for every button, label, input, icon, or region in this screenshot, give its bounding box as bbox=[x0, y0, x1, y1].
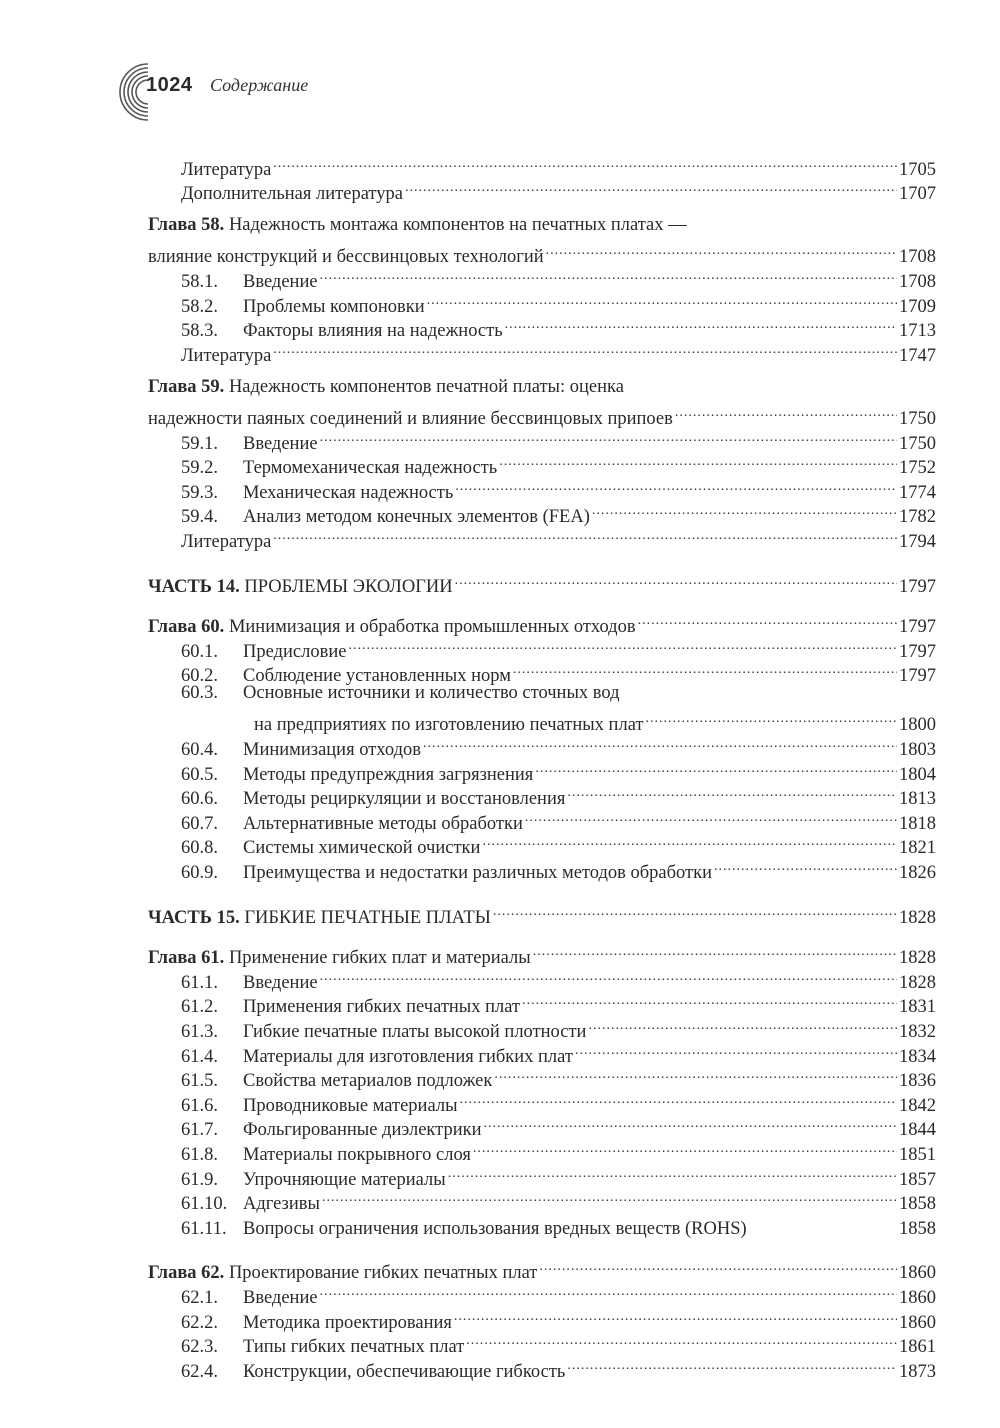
chapter-title-line1: Надежность монтажа компонентов на печатных платах — bbox=[228, 215, 687, 236]
section-title: Методы рециркуляции и восстановления bbox=[243, 789, 566, 810]
section-title: Предисловие bbox=[243, 641, 347, 662]
entry-title: Литература bbox=[181, 159, 272, 180]
section-title: Методика проектирования bbox=[243, 1312, 452, 1333]
section-title: Применения гибких печатных плат bbox=[243, 997, 521, 1018]
entry-page: 1707 bbox=[899, 184, 936, 205]
entry-page: 1803 bbox=[899, 740, 936, 761]
section-number: 60.2. bbox=[181, 666, 218, 687]
entry-page: 1826 bbox=[899, 863, 936, 884]
toc-section-multiline-cont[interactable] bbox=[148, 706, 936, 736]
section-number: 59.2. bbox=[181, 458, 218, 479]
entry-page: 1860 bbox=[899, 1312, 936, 1333]
entry-page: 1873 bbox=[899, 1361, 936, 1382]
entry-page: 1800 bbox=[899, 715, 936, 736]
entry-page: 1705 bbox=[899, 159, 936, 180]
chapter-61-heading[interactable] bbox=[148, 939, 936, 969]
part-title: ПРОБЛЕМЫ ЭКОЛОГИИ bbox=[244, 576, 453, 597]
section-number: 59.3. bbox=[181, 482, 218, 503]
section-number: 60.9. bbox=[181, 863, 218, 884]
section-title: Типы гибких печатных плат bbox=[243, 1337, 465, 1358]
entry-page: 1797 bbox=[899, 617, 936, 638]
section-title: Проблемы компоновки bbox=[243, 296, 425, 317]
chapter-label: Глава 58. bbox=[148, 215, 225, 236]
entry-page: 1831 bbox=[899, 997, 936, 1018]
section-title: Методы предупреждния загрязнения bbox=[243, 764, 534, 785]
table-of-contents bbox=[148, 150, 936, 1382]
chapter-58-heading-cont[interactable] bbox=[148, 238, 936, 268]
entry-page: 1836 bbox=[899, 1071, 936, 1092]
chapter-title: Проектирование гибких печатных плат bbox=[228, 1263, 538, 1284]
section-title: Термомеханическая надежность bbox=[243, 458, 498, 479]
entry-page: 1828 bbox=[899, 972, 936, 993]
section-title-line1: Основные источники и количество сточных вод bbox=[243, 683, 620, 704]
entry-page: 1750 bbox=[899, 433, 936, 454]
section-title: Анализ методом конечных элементов (FEA) bbox=[243, 507, 590, 528]
section-number: 62.3. bbox=[181, 1337, 218, 1358]
chapter-label: Глава 59. bbox=[148, 376, 225, 397]
section-number: 61.3. bbox=[181, 1022, 218, 1042]
entry-page: 1834 bbox=[899, 1046, 936, 1067]
chapter-62-heading[interactable] bbox=[148, 1254, 936, 1284]
part-14-heading[interactable] bbox=[148, 567, 936, 597]
section-number: 58.2. bbox=[181, 296, 218, 317]
section-number: 61.9. bbox=[181, 1169, 218, 1190]
chapter-59-heading[interactable] bbox=[148, 375, 936, 400]
section-number: 62.2. bbox=[181, 1312, 218, 1333]
entry-page: 1818 bbox=[899, 813, 936, 834]
toc-section-multiline[interactable] bbox=[148, 681, 936, 706]
section-number: 60.3. bbox=[181, 683, 218, 704]
entry-page: 1821 bbox=[899, 838, 936, 859]
section-number: 61.7. bbox=[181, 1120, 218, 1141]
entry-page: 1709 bbox=[899, 296, 936, 317]
entry-page: 1774 bbox=[899, 482, 936, 503]
entry-page: 1828 bbox=[899, 907, 936, 928]
section-number: 59.1. bbox=[181, 433, 218, 454]
section-title: Адгезивы bbox=[243, 1194, 320, 1215]
entry-page: 1860 bbox=[899, 1263, 936, 1284]
chapter-label: Глава 61. bbox=[148, 948, 225, 969]
running-head: Содержание bbox=[210, 75, 309, 95]
section-number: 62.4. bbox=[181, 1361, 218, 1382]
chapter-title: Применение гибких плат и материалы bbox=[228, 948, 531, 969]
part-15-heading[interactable] bbox=[148, 898, 936, 928]
entry-page: 1861 bbox=[899, 1337, 936, 1358]
chapter-59-heading-cont[interactable] bbox=[148, 399, 936, 429]
entry-title: Литература bbox=[181, 345, 272, 366]
section-title: Конструкции, обеспечивающие гибкость bbox=[243, 1361, 566, 1382]
section-title: Факторы влияния на надежность bbox=[243, 321, 503, 342]
section-title: Альтернативные методы обработки bbox=[243, 813, 523, 834]
page-number: 1024 bbox=[146, 74, 193, 96]
section-title: Проводниковые материалы bbox=[243, 1095, 458, 1116]
section-number: 58.3. bbox=[181, 321, 218, 342]
part-label: ЧАСТЬ 14. bbox=[148, 576, 240, 597]
chapter-title-line2: надежности паяных соединений и влияние бессвинцовых припоев bbox=[148, 408, 673, 429]
entry-page: 1851 bbox=[899, 1144, 936, 1165]
entry-page: 1747 bbox=[899, 345, 936, 366]
entry-page: 1797 bbox=[899, 666, 936, 687]
entry-page: 1797 bbox=[899, 576, 936, 597]
section-title: Введение bbox=[243, 972, 318, 993]
part-title: ГИБКИЕ ПЕЧАТНЫЕ ПЛАТЫ bbox=[244, 907, 491, 928]
entry-page: 1857 bbox=[899, 1169, 936, 1190]
entry-page: 1860 bbox=[899, 1287, 936, 1308]
section-title: Фольгированные диэлектрики bbox=[243, 1120, 482, 1141]
entry-page: 1844 bbox=[899, 1120, 936, 1141]
section-title: Упрочняющие материалы bbox=[243, 1169, 446, 1190]
section-number: 59.4. bbox=[181, 507, 218, 528]
chapter-label: Глава 60. bbox=[148, 617, 225, 638]
section-title: Минимизация отходов bbox=[243, 740, 421, 761]
section-number: 61.6. bbox=[181, 1095, 218, 1116]
section-number: 60.6. bbox=[181, 789, 218, 810]
entry-page: 1828 bbox=[899, 948, 936, 969]
section-title: Введение bbox=[243, 1287, 318, 1308]
section-number: 60.5. bbox=[181, 764, 218, 785]
entry-page: 1750 bbox=[899, 408, 936, 429]
section-number: 61.2. bbox=[181, 997, 218, 1018]
entry-page: 1713 bbox=[899, 321, 936, 342]
section-title: Введение bbox=[243, 271, 318, 292]
section-number: 61.1. bbox=[181, 972, 218, 993]
section-title: Механическая надежность bbox=[243, 482, 454, 503]
entry-page: 1797 bbox=[899, 641, 936, 662]
entry-page: 1813 bbox=[899, 789, 936, 810]
entry-title: Литература bbox=[181, 531, 272, 552]
section-title-line2: на предприятиях по изготовлению печатных плат bbox=[254, 715, 644, 736]
entry-page: 1832 bbox=[899, 1022, 936, 1042]
entry-page: 1752 bbox=[899, 458, 936, 479]
section-title: Материалы покрывного слоя bbox=[243, 1144, 471, 1165]
section-title: Вопросы ограничения использования вредных веществ (ROHS) bbox=[243, 1218, 747, 1239]
chapter-title: Минимизация и обработка промышленных отходов bbox=[228, 617, 636, 638]
toc-entry-literature[interactable] bbox=[148, 150, 936, 180]
entry-page: 1782 bbox=[899, 507, 936, 528]
entry-page: 1858 bbox=[899, 1194, 936, 1215]
section-number: 60.4. bbox=[181, 740, 218, 761]
entry-title: Дополнительная литература bbox=[181, 184, 403, 205]
section-number: 62.1. bbox=[181, 1287, 218, 1308]
section-title: Свойства метариалов подложек bbox=[243, 1071, 493, 1092]
chapter-title-line2: влияние конструкций и бессвинцовых технологий bbox=[148, 247, 544, 268]
entry-page: 1708 bbox=[899, 271, 936, 292]
section-number: 61.5. bbox=[181, 1071, 218, 1092]
section-number: 60.1. bbox=[181, 641, 218, 662]
entry-page: 1804 bbox=[899, 764, 936, 785]
section-title: Гибкие печатные платы высокой плотности bbox=[243, 1022, 587, 1042]
entry-page: 1842 bbox=[899, 1095, 936, 1116]
section-title: Введение bbox=[243, 433, 318, 454]
section-number: 61.10. bbox=[181, 1194, 228, 1215]
chapter-58-heading[interactable] bbox=[148, 213, 936, 238]
entry-page: 1858 bbox=[899, 1218, 936, 1239]
section-number: 61.4. bbox=[181, 1046, 218, 1067]
section-number: 58.1. bbox=[181, 271, 218, 292]
entry-page: 1794 bbox=[899, 531, 936, 552]
section-title: Материалы для изготовления гибких плат bbox=[243, 1046, 573, 1067]
entry-page: 1708 bbox=[899, 247, 936, 268]
chapter-label: Глава 62. bbox=[148, 1263, 225, 1284]
section-title: Преимущества и недостатки различных методов обработки bbox=[243, 863, 713, 884]
part-label: ЧАСТЬ 15. bbox=[148, 907, 240, 928]
section-number: 60.8. bbox=[181, 838, 218, 859]
section-number: 60.7. bbox=[181, 813, 218, 834]
section-number: 61.11. bbox=[181, 1218, 227, 1239]
page-header bbox=[118, 58, 518, 128]
chapter-title-line1: Надежность компонентов печатной платы: оценка bbox=[228, 376, 624, 397]
chapter-60-heading[interactable] bbox=[148, 608, 936, 638]
section-title: Системы химической очистки bbox=[243, 838, 481, 859]
section-number: 61.8. bbox=[181, 1144, 218, 1165]
section-title: Соблюдение установленных норм bbox=[243, 666, 511, 687]
